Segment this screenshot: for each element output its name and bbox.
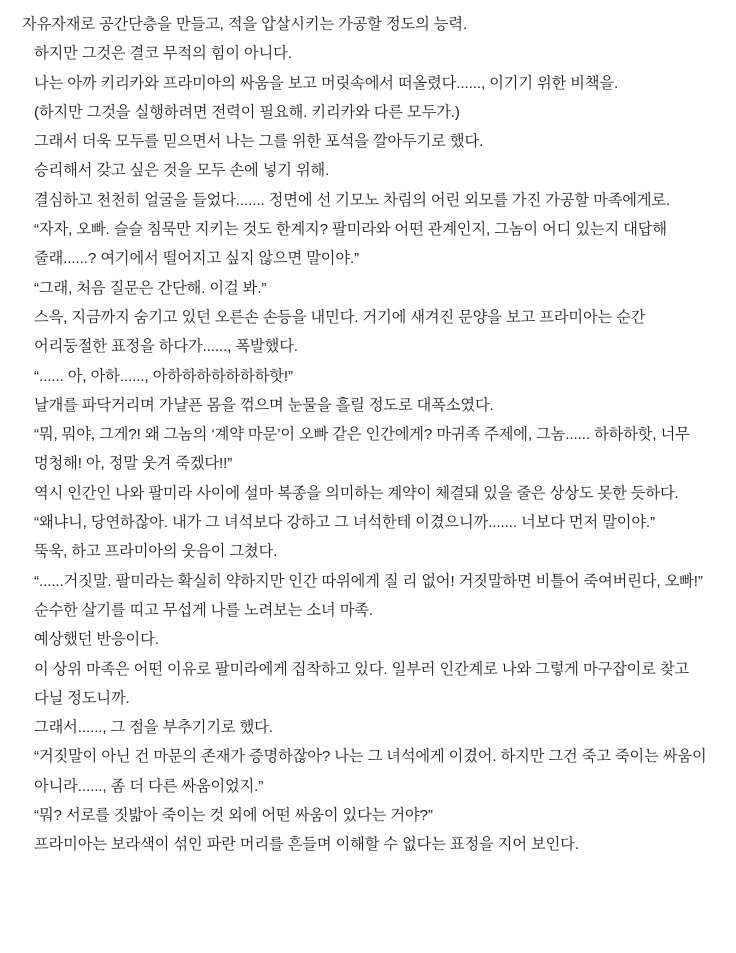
paragraph: 날개를 파닥거리며 가냘픈 몸을 꺾으며 눈물을 흘릴 정도로 대폭소였다. bbox=[34, 396, 494, 414]
paragraph: 자유자재로 공간단층을 만들고, 적을 압살시키는 가공할 정도의 능력. bbox=[22, 16, 468, 33]
paragraph: 결심하고 천천히 얼굴을 들었다....... 정면에 선 기모노 차림의 어린 외모를 가진 가공할 마족에게로. bbox=[34, 191, 671, 209]
paragraph: 그래서 더욱 모두를 믿으면서 나는 그를 위한 포석을 깔아두기로 했다. bbox=[34, 133, 484, 151]
paragraph: “그래, 처음 질문은 간단해. 이걸 봐.” bbox=[34, 279, 267, 297]
paragraph: 하지만 그것은 결코 무적의 힘이 아니다. bbox=[34, 45, 292, 63]
paragraph: “거짓말이 아닌 건 마문의 존재가 증명하잖아? 나는 그 녀석에게 이겼어. 하지만 그건 죽고 죽이는 싸움이 아니라......, 좀 더 다른 싸움이었지.” bbox=[34, 748, 711, 795]
paragraph: “뭐, 뭐야, 그게?! 왜 그놈의 ‘계약 마문’이 오빠 같은 인간에게? 마귀족 주제에, 그놈...... 하하하핫, 너무 멍청해! 아, 정말 웃겨 죽겠다!!” bbox=[34, 426, 694, 473]
paragraph: “...... 아, 아하......, 아하하하하하하하핫!” bbox=[34, 367, 293, 385]
paragraph: (하지만 그것을 실행하려면 전력이 필요해. 키리카와 다른 모두가.) bbox=[34, 103, 460, 121]
paragraph: 나는 아까 키리카와 프라미아의 싸움을 보고 머릿속에서 떠올렸다......, 이기기 위한 비책을. bbox=[34, 74, 619, 92]
paragraph: 승리해서 갖고 싶은 것을 모두 손에 넣기 위해. bbox=[34, 162, 330, 180]
paragraph: 이 상위 마족은 어떤 이유로 팔미라에게 집착하고 있다. 일부러 인간계로 나와 그렇게 마구잡이로 찾고 다닐 정도니까. bbox=[34, 660, 694, 707]
paragraph: “......거짓말. 팔미라는 확실히 약하지만 인간 따위에게 질 리 없어! 거짓말하면 비틀어 죽여버린다, 오빠!” bbox=[34, 572, 703, 590]
paragraph: 예상했던 반응이다. bbox=[34, 631, 159, 649]
paragraph: 그래서......, 그 점을 부추기기로 했다. bbox=[34, 719, 273, 737]
paragraph: 스윽, 지금까지 숨기고 있던 오른손 손등을 내민다. 거기에 새겨진 문양을 보고 프라미아는 순간 어리둥절한 표정을 하다가......, 폭발했다. bbox=[34, 308, 650, 356]
paragraph: 순수한 살기를 띠고 무섭게 나를 노려보는 소녀 마족. bbox=[34, 601, 373, 619]
paragraph: “왜냐니, 당연하잖아. 내가 그 녀석보다 강하고 그 녀석한테 이겼으니까....... 너보다 먼저 말이야.” bbox=[34, 514, 655, 532]
paragraph: 프라미아는 보라색이 섞인 파란 머리를 흔들며 이해할 수 없다는 표정을 지어 보인다. bbox=[34, 836, 579, 854]
paragraph: 뚝욱, 하고 프라미아의 웃음이 그쳤다. bbox=[34, 543, 278, 561]
paragraph: “뭐? 서로를 짓밟아 죽이는 것 외에 어떤 싸움이 있다는 거야?” bbox=[34, 807, 433, 825]
paragraph: “자자, 오빠. 슬슬 침묵만 지키는 것도 한계지? 팔미라와 어떤 관계인지, 그놈이 어디 있는지 대답해 줄래......? 여기에서 떨어지고 싶지 않으면 말이야.” bbox=[34, 221, 672, 268]
paragraph: 역시 인간인 나와 팔미라 사이에 설마 복종을 의미하는 계약이 체결돼 있을 줄은 상상도 못한 듯하다. bbox=[34, 484, 679, 502]
